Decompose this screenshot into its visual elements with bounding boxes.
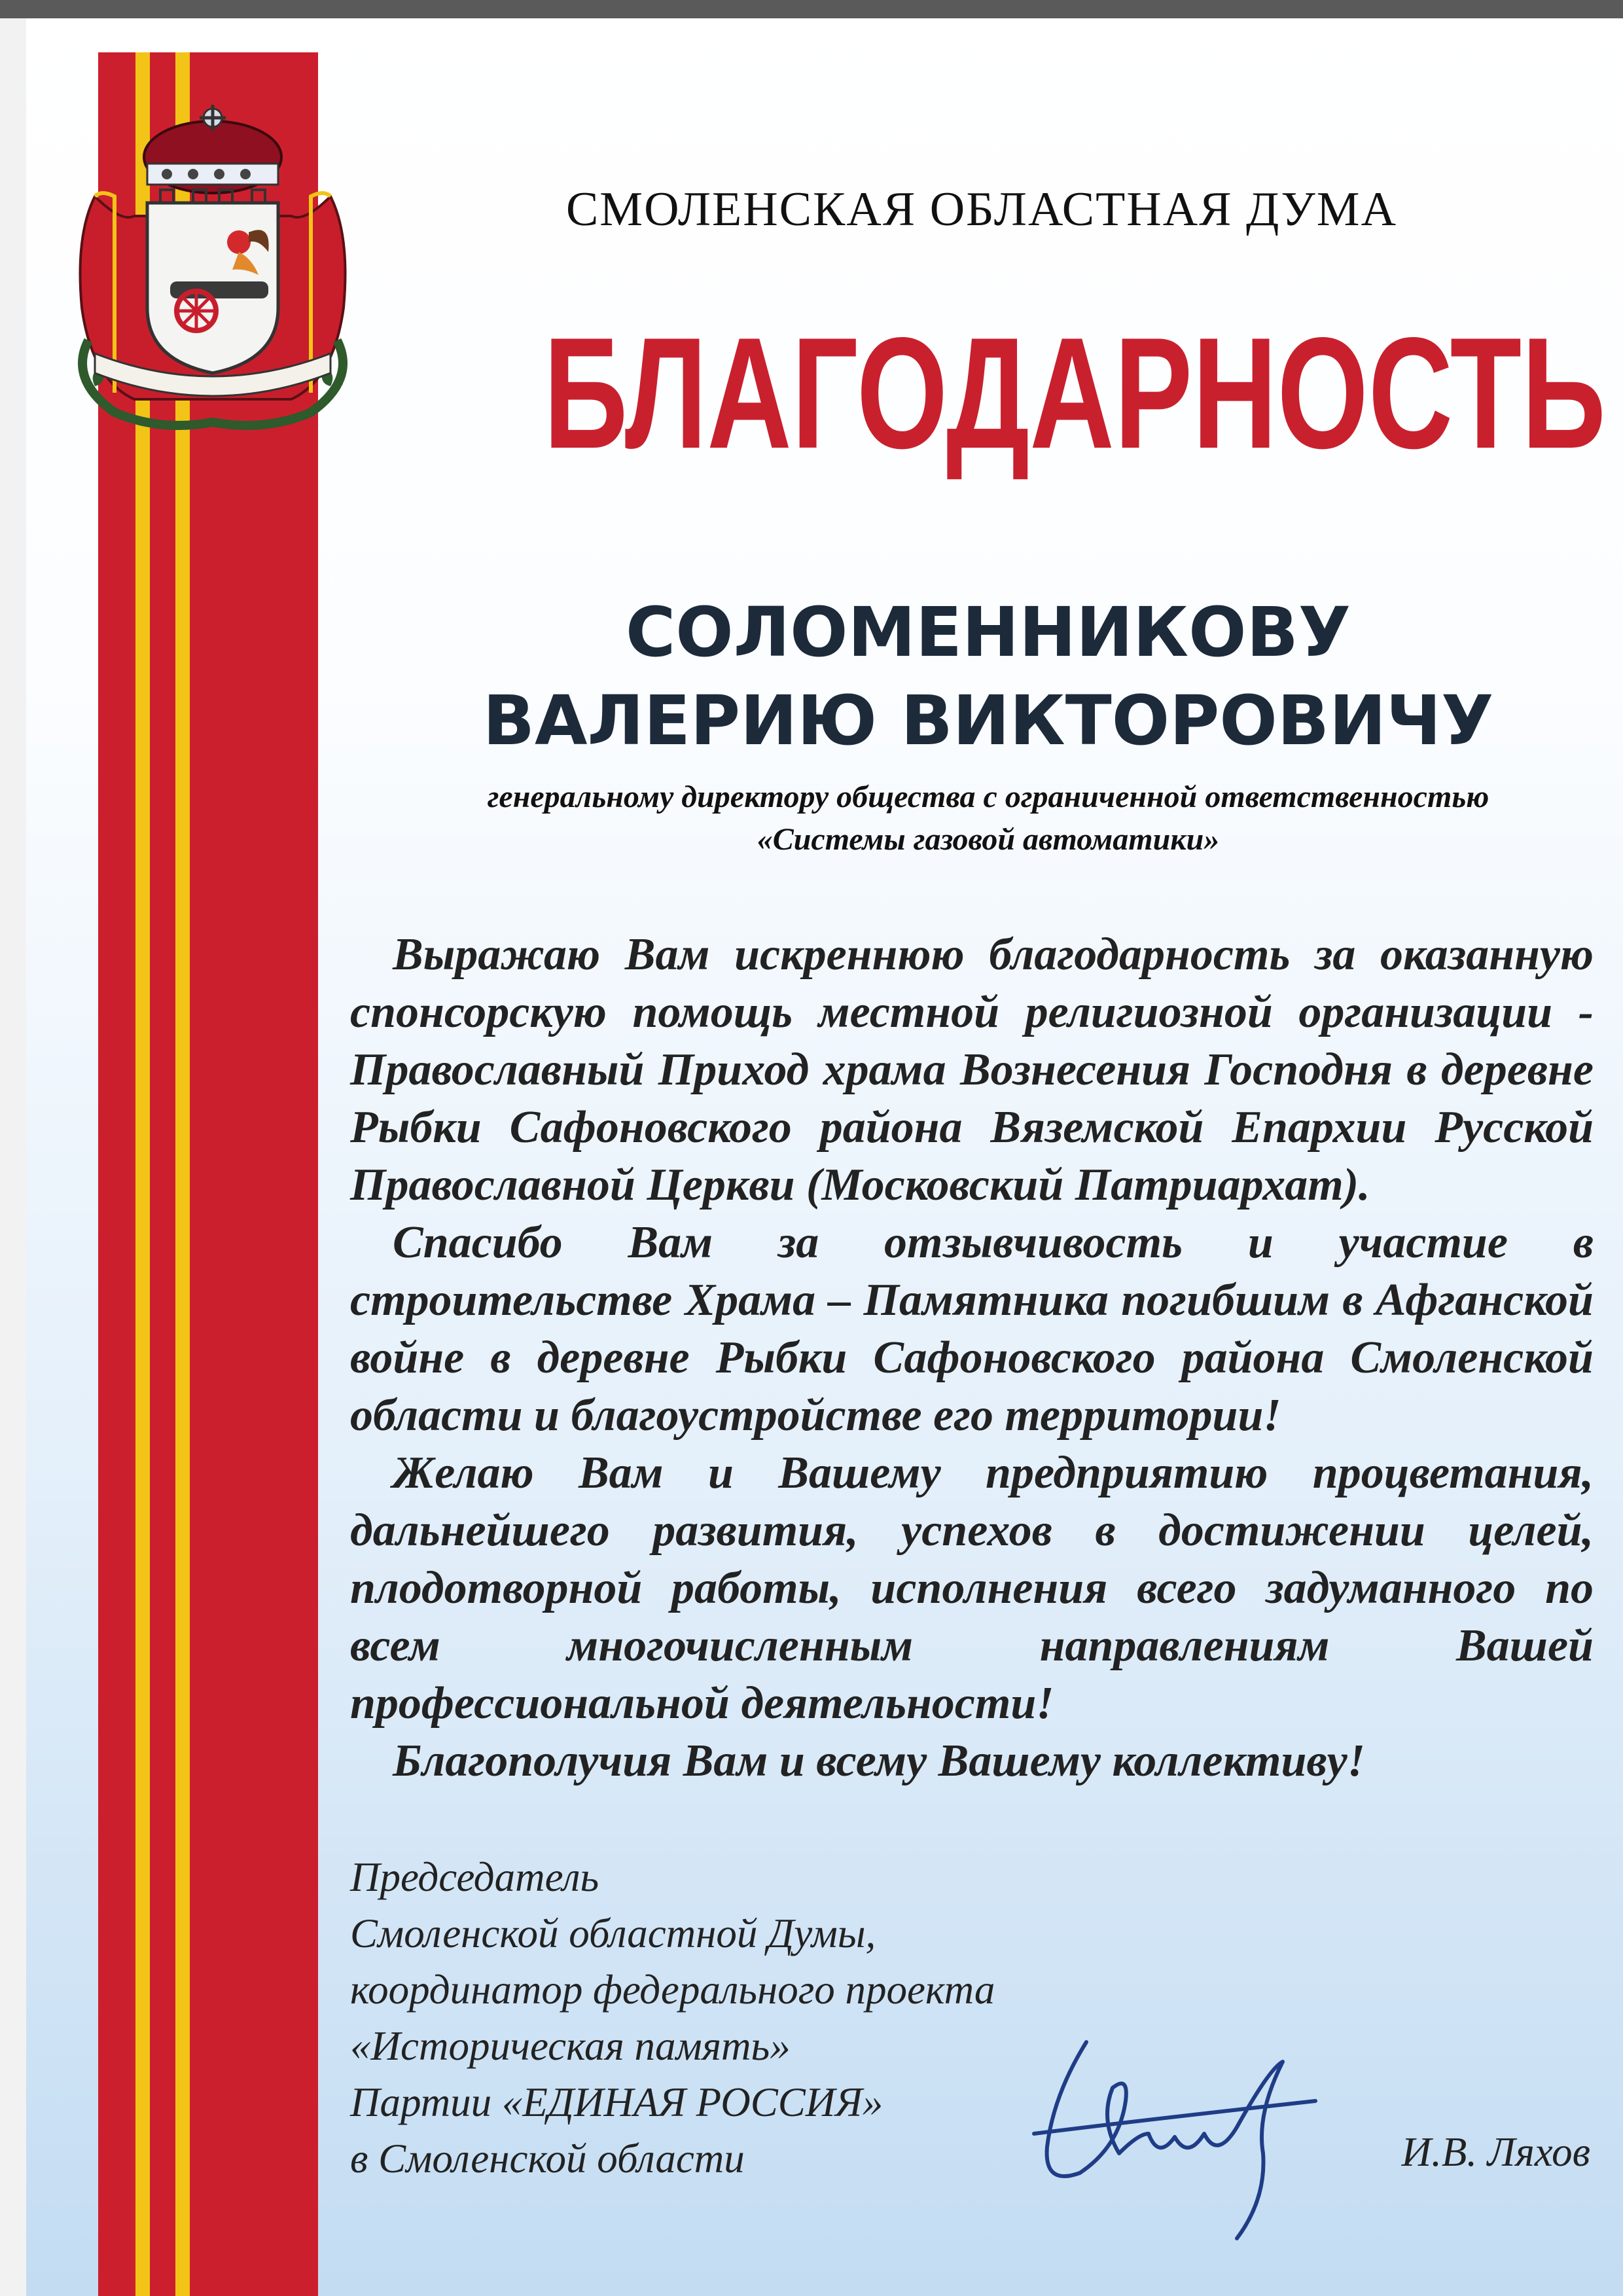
- signatory-title-line: Председатель: [350, 1854, 599, 1900]
- body-paragraph: Выражаю Вам искреннюю благодарность за оказанную спонсорскую помощь местной религиозной организации - Православный Приход храма Вознесения Господня в деревне Рыбки Сафоновского района Вяземской Епархии Русской Православной Церкви (Московский Патриархат).: [350, 929, 1594, 1210]
- recipient-surname: СОЛОМЕННИКОВУ: [625, 592, 1351, 672]
- body-paragraph: Спасибо Вам за отзывчивость и участие в строительстве Храма – Памятника погибшим в Афганской войне в деревне Рыбки Сафоновского района Смоленской области и благоустройстве его территории!: [350, 1217, 1594, 1441]
- coat-of-arms-icon: [56, 92, 370, 445]
- handwritten-signature: [1008, 2003, 1335, 2251]
- signatory-name: И.В. Ляхов: [1401, 2129, 1590, 2175]
- letter-body: [350, 926, 1594, 1790]
- recipient-given-names: ВАЛЕРИЮ ВИКТОРОВИЧУ: [482, 681, 1494, 761]
- scan-edge-left: [0, 18, 26, 2296]
- document-title: БЛАГОДАРНОСТЬ: [543, 305, 1606, 482]
- signatory-title: [350, 1849, 995, 2187]
- body-paragraph: Желаю Вам и Вашему предприятию процветания, дальнейшего развития, успехов в достижении целей, плодотворной работы, исполнения всего задуманного по всем многочисленным направлениям Вашей профессиональной деятельности!: [350, 1448, 1594, 1729]
- recipient-position-line1: генеральному директору общества с ограниченной ответственностью: [487, 780, 1489, 814]
- body-paragraph: Благополучия Вам и всему Вашему коллективу!: [393, 1736, 1365, 1786]
- recipient-position-line2: «Системы газовой автоматики»: [757, 822, 1220, 857]
- signatory-title-line: координатор федерального проекта: [350, 1967, 995, 2013]
- signatory-title-line: Партии «ЕДИНАЯ РОССИЯ»: [350, 2079, 883, 2125]
- scan-edge-top: [0, 0, 1623, 18]
- organization-name: СМОЛЕНСКАЯ ОБЛАСТНАЯ ДУМА: [565, 183, 1398, 236]
- signatory-title-line: в Смоленской области: [350, 2136, 745, 2181]
- signatory-title-line: «Историческая память»: [350, 2023, 791, 2069]
- signatory-title-line: Смоленской областной Думы,: [350, 1910, 876, 1956]
